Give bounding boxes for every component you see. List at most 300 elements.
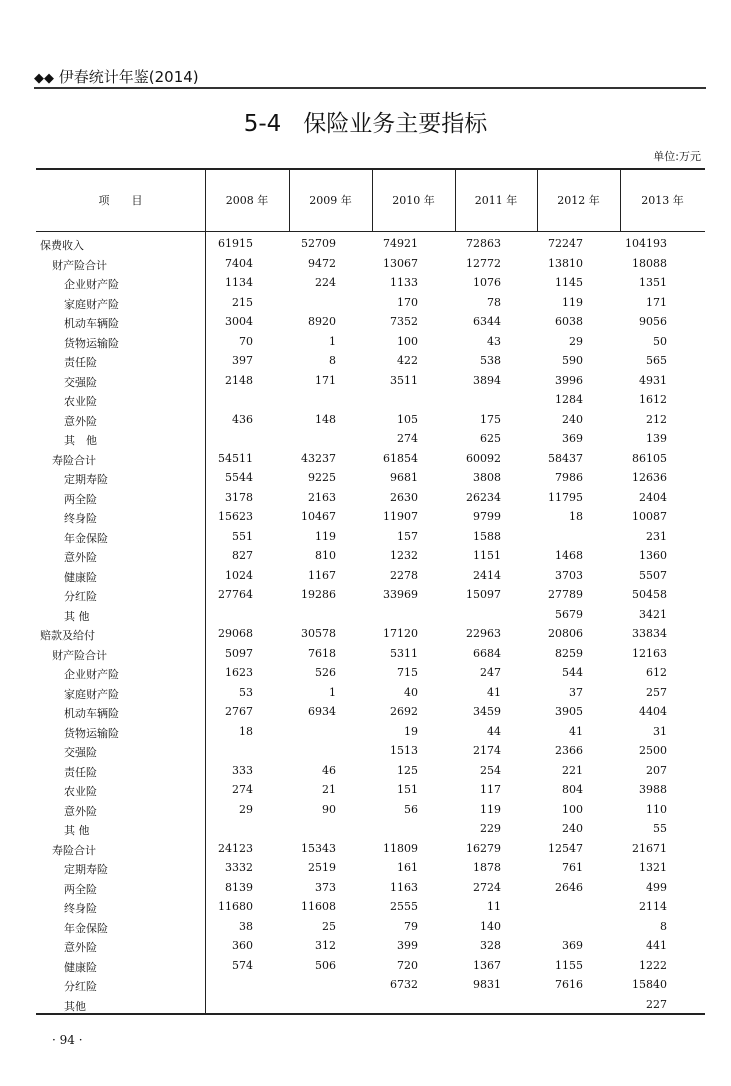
table-number: 5-4 — [243, 111, 282, 137]
cell-value: 1284 — [555, 393, 583, 406]
cell-value: 26234 — [466, 490, 501, 504]
yearbook-title: 伊春统计年鉴(2014) — [58, 68, 199, 86]
cell-value: 1145 — [555, 276, 583, 289]
table-row — [36, 585, 705, 605]
cell-value: 43 — [487, 334, 501, 348]
table-row — [36, 624, 705, 644]
row-label: 意外险 — [64, 941, 97, 954]
cell-value: 590 — [562, 354, 583, 367]
cell-value: 3905 — [555, 705, 583, 718]
cell-value: 148 — [315, 412, 336, 426]
row-label: 两全险 — [64, 882, 97, 896]
cell-value: 9225 — [308, 471, 336, 484]
cell-value: 3332 — [225, 861, 253, 874]
cell-value: 11907 — [383, 510, 418, 523]
table-row — [36, 546, 705, 566]
table-row — [36, 332, 705, 352]
header-year: 2012 年 — [557, 193, 600, 207]
cell-value: 25 — [322, 919, 336, 933]
cell-value: 3511 — [390, 373, 418, 387]
cell-value: 100 — [562, 802, 583, 816]
cell-value: 55 — [653, 822, 667, 835]
cell-value: 37 — [569, 685, 583, 699]
cell-value: 2724 — [473, 880, 501, 894]
table-row — [36, 312, 705, 332]
row-label: 货物运输险 — [64, 726, 119, 740]
table-row — [36, 429, 705, 449]
row-label: 意外险 — [64, 414, 97, 428]
cell-value: 7986 — [555, 471, 583, 484]
cell-value: 2404 — [639, 490, 667, 504]
row-label: 分红险 — [64, 590, 97, 603]
table-row — [36, 800, 705, 820]
table-row — [36, 897, 705, 917]
cell-value: 175 — [480, 412, 501, 426]
cell-value: 60092 — [466, 451, 501, 465]
cell-value: 5544 — [225, 471, 253, 484]
cell-value: 104193 — [625, 237, 667, 250]
cell-value: 2366 — [555, 744, 583, 757]
cell-value: 90 — [322, 802, 336, 816]
table-title: 保险业务主要指标 — [303, 111, 488, 137]
cell-value: 5097 — [225, 646, 253, 660]
cell-value: 538 — [480, 354, 501, 367]
cell-value: 11680 — [218, 900, 253, 913]
cell-value: 247 — [480, 666, 501, 679]
cell-value: 1878 — [473, 861, 501, 874]
row-label: 其 他 — [64, 609, 90, 623]
cell-value: 7618 — [308, 646, 336, 660]
cell-value: 125 — [397, 763, 418, 777]
cell-value: 11809 — [383, 841, 418, 855]
cell-value: 15097 — [466, 588, 501, 601]
row-label: 寿险合计 — [52, 453, 96, 467]
table-row — [36, 605, 705, 625]
cell-value: 574 — [232, 958, 253, 972]
cell-value: 117 — [480, 783, 501, 796]
cell-value: 254 — [480, 763, 501, 777]
table-row — [36, 702, 705, 722]
cell-value: 58437 — [548, 451, 583, 465]
row-label: 年金保险 — [64, 921, 108, 935]
cell-value: 1155 — [555, 958, 583, 972]
row-label: 企业财产险 — [64, 668, 119, 681]
cell-value: 7352 — [390, 315, 418, 328]
table-row — [36, 663, 705, 683]
cell-value: 720 — [397, 958, 418, 972]
cell-value: 105 — [397, 412, 418, 426]
cell-value: 31 — [653, 724, 667, 738]
cell-value: 72863 — [466, 237, 501, 250]
table-row — [36, 410, 705, 430]
cell-value: 810 — [315, 549, 336, 562]
cell-value: 1 — [329, 334, 336, 348]
cell-value: 333 — [232, 763, 253, 777]
header-year: 2011 年 — [474, 193, 518, 207]
cell-value: 7404 — [225, 256, 253, 270]
cell-value: 2163 — [308, 490, 336, 504]
cell-value: 625 — [480, 432, 501, 445]
unit-label: 单位:万元 — [653, 150, 701, 163]
cell-value: 27764 — [218, 588, 253, 601]
row-label: 分红险 — [64, 980, 97, 993]
cell-value: 8139 — [225, 880, 253, 894]
table-row — [36, 254, 705, 274]
cell-value: 17120 — [383, 627, 418, 640]
table-row — [36, 644, 705, 664]
cell-value: 29 — [569, 334, 583, 348]
cell-value: 2174 — [473, 744, 501, 757]
cell-value: 18 — [239, 724, 253, 738]
table-row — [36, 234, 705, 254]
cell-value: 3894 — [473, 373, 501, 387]
row-label: 机动车辆险 — [64, 317, 119, 330]
cell-value: 8 — [660, 919, 667, 933]
cell-value: 436 — [232, 412, 253, 426]
cell-value: 140 — [480, 919, 501, 933]
cell-value: 1134 — [225, 276, 253, 289]
row-label: 寿险合计 — [52, 843, 96, 857]
header-year: 2009 年 — [309, 193, 352, 207]
cell-value: 11608 — [301, 900, 336, 913]
cell-value: 50458 — [632, 588, 667, 601]
cell-value: 257 — [646, 685, 667, 699]
row-label: 责任险 — [64, 765, 97, 779]
cell-value: 2692 — [390, 705, 418, 718]
row-label: 农业险 — [64, 785, 97, 798]
cell-value: 3703 — [555, 568, 583, 582]
cell-value: 274 — [397, 432, 418, 445]
cell-value: 33969 — [383, 588, 418, 601]
table-row — [36, 566, 705, 586]
row-label: 意外险 — [64, 551, 97, 564]
cell-value: 399 — [397, 939, 418, 952]
cell-value: 9799 — [473, 510, 501, 523]
cell-value: 1360 — [639, 549, 667, 562]
table-row — [36, 975, 705, 995]
row-label: 健康险 — [64, 960, 97, 974]
cell-value: 328 — [480, 939, 501, 952]
cell-value: 10087 — [632, 510, 667, 523]
cell-value: 1623 — [225, 666, 253, 679]
cell-value: 13067 — [383, 256, 418, 270]
cell-value: 74921 — [383, 237, 418, 250]
cell-value: 2500 — [639, 744, 667, 757]
cell-value: 9831 — [473, 978, 501, 991]
running-header — [34, 66, 706, 86]
cell-value: 15343 — [301, 841, 336, 855]
cell-value: 151 — [397, 783, 418, 796]
cell-value: 119 — [315, 529, 336, 543]
table-row — [36, 449, 705, 469]
cell-value: 33834 — [632, 627, 667, 640]
cell-value: 12547 — [548, 841, 583, 855]
table-row — [36, 371, 705, 391]
table-row — [36, 858, 705, 878]
cell-value: 827 — [232, 549, 253, 562]
cell-value: 212 — [646, 412, 667, 426]
cell-value: 1612 — [639, 393, 667, 406]
header-year: 2008 年 — [225, 193, 269, 207]
cell-value: 1468 — [555, 549, 583, 562]
table-row — [36, 995, 705, 1015]
cell-value: 12163 — [632, 646, 667, 660]
cell-value: 506 — [315, 958, 336, 972]
cell-value: 54511 — [218, 451, 253, 465]
cell-value: 3808 — [473, 471, 501, 484]
cell-value: 240 — [562, 412, 583, 426]
table-row — [36, 917, 705, 937]
row-label: 其他 — [64, 999, 86, 1013]
row-label: 其 他 — [64, 434, 97, 447]
table-row — [36, 839, 705, 859]
cell-value: 20806 — [548, 627, 583, 640]
table-row — [36, 780, 705, 800]
cell-value: 2414 — [473, 568, 501, 582]
cell-value: 27789 — [548, 588, 583, 601]
row-label: 机动车辆险 — [64, 707, 119, 720]
cell-value: 3996 — [555, 373, 583, 387]
cell-value: 29068 — [218, 627, 253, 640]
table-row — [36, 468, 705, 488]
cell-value: 9056 — [639, 315, 667, 328]
cell-value: 1163 — [390, 880, 418, 894]
cell-value: 804 — [562, 783, 583, 796]
cell-value: 9472 — [308, 256, 336, 270]
cell-value: 72247 — [548, 237, 583, 250]
cell-value: 1321 — [639, 861, 667, 874]
cell-value: 1351 — [639, 276, 667, 289]
row-label: 两全险 — [64, 492, 97, 506]
cell-value: 11 — [487, 900, 501, 913]
cell-value: 13810 — [548, 256, 583, 270]
cell-value: 40 — [404, 685, 418, 699]
row-label: 财产险合计 — [52, 648, 107, 662]
cell-value: 1076 — [473, 276, 501, 289]
header-year: 2010 年 — [392, 193, 435, 207]
cell-value: 373 — [315, 880, 336, 894]
row-label: 家庭财产险 — [64, 687, 119, 701]
cell-value: 227 — [646, 997, 667, 1011]
cell-value: 86105 — [632, 451, 667, 465]
row-label: 年金保险 — [64, 531, 108, 545]
cell-value: 22963 — [466, 627, 501, 640]
cell-value: 7616 — [555, 978, 583, 991]
cell-value: 56 — [404, 802, 418, 816]
cell-value: 43237 — [301, 451, 336, 465]
cell-value: 8920 — [308, 315, 336, 328]
table-row — [36, 683, 705, 703]
cell-value: 18 — [569, 510, 583, 523]
cell-value: 761 — [562, 861, 583, 874]
cell-value: 24123 — [218, 841, 253, 855]
cell-value: 215 — [232, 295, 253, 309]
table-row — [36, 761, 705, 781]
table-row — [36, 390, 705, 410]
cell-value: 171 — [315, 373, 336, 387]
cell-value: 41 — [569, 724, 583, 738]
row-label: 定期寿险 — [64, 473, 108, 486]
cell-value: 5311 — [390, 646, 418, 660]
cell-value: 229 — [480, 822, 501, 835]
cell-value: 12772 — [466, 256, 501, 270]
cell-value: 19286 — [301, 588, 336, 601]
cell-value: 4404 — [639, 705, 667, 718]
cell-value: 3421 — [639, 607, 667, 621]
cell-value: 221 — [562, 763, 583, 777]
cell-value: 21671 — [632, 841, 667, 855]
cell-value: 1167 — [308, 568, 336, 582]
cell-value: 422 — [397, 354, 418, 367]
cell-value: 2767 — [225, 705, 253, 718]
cell-value: 4931 — [639, 373, 667, 387]
header-item: 项 目 — [98, 193, 143, 207]
cell-value: 53 — [239, 685, 253, 699]
row-label: 财产险合计 — [52, 258, 107, 272]
cell-value: 274 — [232, 783, 253, 796]
cell-value: 6684 — [473, 646, 501, 660]
cell-value: 9681 — [390, 471, 418, 484]
header-rule — [34, 87, 706, 89]
row-label: 家庭财产险 — [64, 297, 119, 311]
cell-value: 715 — [397, 666, 418, 679]
cell-value: 110 — [646, 802, 667, 816]
row-label: 交强险 — [64, 746, 97, 759]
row-label: 定期寿险 — [64, 863, 108, 876]
cell-value: 170 — [397, 295, 418, 309]
cell-value: 61915 — [218, 237, 253, 250]
cell-value: 1 — [329, 685, 336, 699]
cell-value: 3004 — [225, 315, 253, 328]
cell-value: 2646 — [555, 880, 583, 894]
cell-value: 5679 — [555, 607, 583, 621]
cell-value: 100 — [397, 334, 418, 348]
row-label: 终身险 — [64, 902, 97, 915]
cell-value: 2555 — [390, 900, 418, 913]
cell-value: 1024 — [225, 568, 253, 582]
table-row — [36, 273, 705, 293]
cell-value: 551 — [232, 529, 253, 543]
table-header-rule — [36, 231, 705, 232]
cell-value: 2278 — [390, 568, 418, 582]
cell-value: 1133 — [390, 276, 418, 289]
cell-value: 6344 — [473, 315, 501, 328]
cell-value: 2630 — [390, 490, 418, 504]
table-row — [36, 956, 705, 976]
cell-value: 16279 — [466, 841, 501, 855]
cell-value: 1232 — [390, 549, 418, 562]
cell-value: 70 — [239, 334, 253, 348]
page-number: · 94 · — [52, 1033, 83, 1047]
row-label: 责任险 — [64, 356, 97, 369]
cell-value: 11795 — [548, 490, 583, 504]
table-row — [36, 527, 705, 547]
table-row — [36, 351, 705, 371]
cell-value: 207 — [646, 763, 667, 777]
table-row — [36, 507, 705, 527]
cell-value: 15623 — [218, 510, 253, 523]
cell-value: 171 — [646, 295, 667, 309]
cell-value: 526 — [315, 666, 336, 679]
cell-value: 1222 — [639, 958, 667, 972]
cell-value: 38 — [239, 919, 253, 933]
cell-value: 1513 — [390, 744, 418, 757]
row-label: 其 他 — [64, 824, 90, 837]
table-row — [36, 819, 705, 839]
cell-value: 8259 — [555, 646, 583, 660]
cell-value: 612 — [646, 666, 667, 679]
cell-value: 29 — [239, 802, 253, 816]
cell-value: 52709 — [301, 237, 336, 250]
row-label: 企业财产险 — [64, 278, 119, 291]
cell-value: 119 — [562, 295, 583, 309]
cell-value: 397 — [232, 354, 253, 367]
cell-value: 2114 — [639, 900, 667, 913]
cell-value: 312 — [315, 939, 336, 952]
row-label: 保费收入 — [40, 239, 84, 252]
cell-value: 119 — [480, 802, 501, 816]
row-label: 赔款及给付 — [40, 629, 95, 642]
cell-value: 3988 — [639, 783, 667, 796]
row-label: 健康险 — [64, 570, 97, 584]
header-year: 2013 年 — [641, 193, 684, 207]
table-row — [36, 878, 705, 898]
cell-value: 240 — [562, 822, 583, 835]
cell-value: 6732 — [390, 978, 418, 991]
cell-value: 1151 — [473, 549, 501, 562]
cell-value: 41 — [487, 685, 501, 699]
cell-value: 360 — [232, 939, 253, 952]
row-label: 农业险 — [64, 395, 97, 408]
cell-value: 231 — [646, 529, 667, 543]
cell-value: 157 — [397, 529, 418, 543]
table-row — [36, 741, 705, 761]
table-row — [36, 722, 705, 742]
cell-value: 1588 — [473, 529, 501, 543]
cell-value: 1367 — [473, 958, 501, 972]
table-row — [36, 293, 705, 313]
cell-value: 5507 — [639, 568, 667, 582]
cell-value: 161 — [397, 861, 418, 874]
page-title — [0, 105, 731, 138]
cell-value: 61854 — [383, 451, 418, 465]
cell-value: 441 — [646, 939, 667, 952]
cell-value: 3178 — [225, 490, 253, 504]
cell-value: 30578 — [301, 627, 336, 640]
cell-value: 544 — [562, 666, 583, 679]
cell-value: 6934 — [308, 705, 336, 718]
table-row — [36, 488, 705, 508]
cell-value: 2519 — [308, 861, 336, 874]
cell-value: 10467 — [301, 510, 336, 523]
cell-value: 15840 — [632, 978, 667, 991]
cell-value: 46 — [322, 763, 336, 777]
row-label: 终身险 — [64, 512, 97, 525]
cell-value: 18088 — [632, 256, 667, 270]
cell-value: 6038 — [555, 315, 583, 328]
cell-value: 369 — [562, 939, 583, 952]
cell-value: 369 — [562, 432, 583, 445]
cell-value: 2148 — [225, 373, 253, 387]
row-label: 交强险 — [64, 375, 97, 389]
table-row — [36, 936, 705, 956]
cell-value: 50 — [653, 334, 667, 348]
row-label: 意外险 — [64, 804, 97, 818]
diamond-marks-icon: ◆◆ — [34, 71, 54, 86]
cell-value: 3459 — [473, 705, 501, 718]
cell-value: 8 — [329, 354, 336, 367]
cell-value: 21 — [322, 783, 336, 796]
